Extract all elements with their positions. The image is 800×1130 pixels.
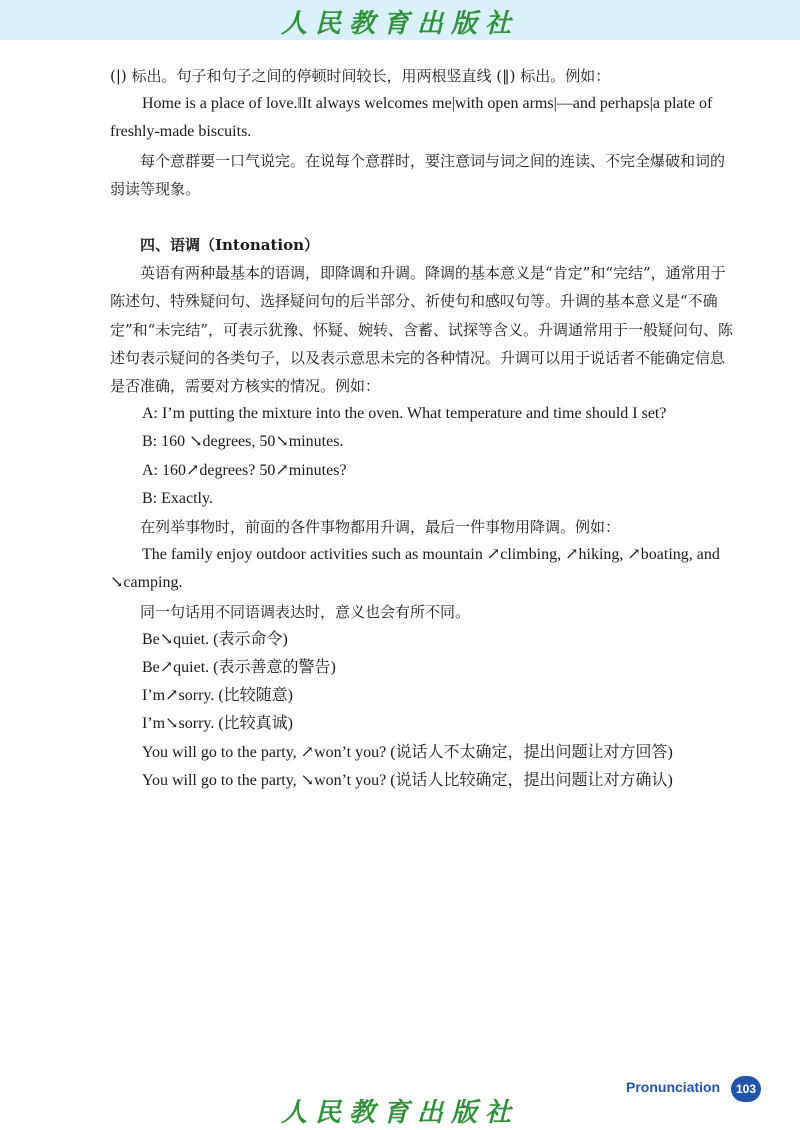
paragraph: 在列举事物时，前面的各件事物都用升调，最后一件事物用降调。例如： (140, 518, 621, 537)
spacer (110, 203, 736, 231)
page-content (110, 62, 736, 795)
example-line: Be↘quiet. (表示命令) (142, 630, 288, 648)
publisher-logo-header: 人民教育出版社 (280, 9, 519, 39)
paragraph: (|) 标出。句子和句子之间的停顿时间较长，用两根竖直线 (‖) 标出。例如： (110, 67, 611, 85)
paragraph: 英语有两种最基本的语调，即降调和升调。降调的基本意义是“肯定”和“完结”，通常用于陈述句、特殊疑问句、选择疑问句的后半部分、祈使句和感叹句等。升调的基本意义是“不确定”和“未完结”，可表示犹豫、怀疑、婉转、含蓄、试探等含义。升调通常用于一般疑问句、陈述句表示疑问的各类句子，以及表示意思未完的各种情况。升调可以用于说话者不能确定信息是否准确，需要对方核实的情况。例如： (110, 264, 734, 396)
example-line: I’m↗sorry. (比较随意) (142, 687, 294, 705)
dialog-line: B: Exactly. (142, 489, 213, 507)
dialog-line: B: 160 ↘degrees, 50↘minutes. (142, 433, 344, 451)
dialog-line: A: I’m putting the mixture into the oven. What temperature and time should I set? (142, 405, 667, 423)
example-line: I’m↘sorry. (比较真诚) (142, 715, 294, 733)
paragraph: 同一句话用不同语调表达时，意义也会有所不同。 (140, 602, 471, 621)
example-line: Be↗quiet. (表示善意的警告) (142, 659, 336, 677)
footer-section-label: Pronunciation (626, 1079, 721, 1095)
example-sentence: The family enjoy outdoor activities such as mountain ↗climbing, ↗hiking, ↗boating, and ↘camping. (110, 546, 720, 592)
dialog-line: A: 160↗degrees? 50↗minutes? (142, 461, 347, 479)
example-sentence: Home is a place of love.‖It always welcomes me|with open arms|—and perhaps|a plate of freshly-made biscuits. (110, 95, 713, 141)
section-title: 四、语调（Intonation） (140, 236, 320, 255)
publisher-logo-footer: 人民教育出版社 (280, 1098, 519, 1128)
example-line: You will go to the party, ↘won’t you? (说话人比较确定，提出问题让对方确认) (142, 771, 673, 789)
page-number-badge: 103 (731, 1076, 761, 1102)
paragraph: 每个意群要一口气说完。在说每个意群时，要注意词与词之间的连读、不完全爆破和词的弱读等现象。 (110, 151, 726, 198)
example-line: You will go to the party, ↗won’t you? (说话人不太确定，提出问题让对方回答) (142, 743, 673, 761)
